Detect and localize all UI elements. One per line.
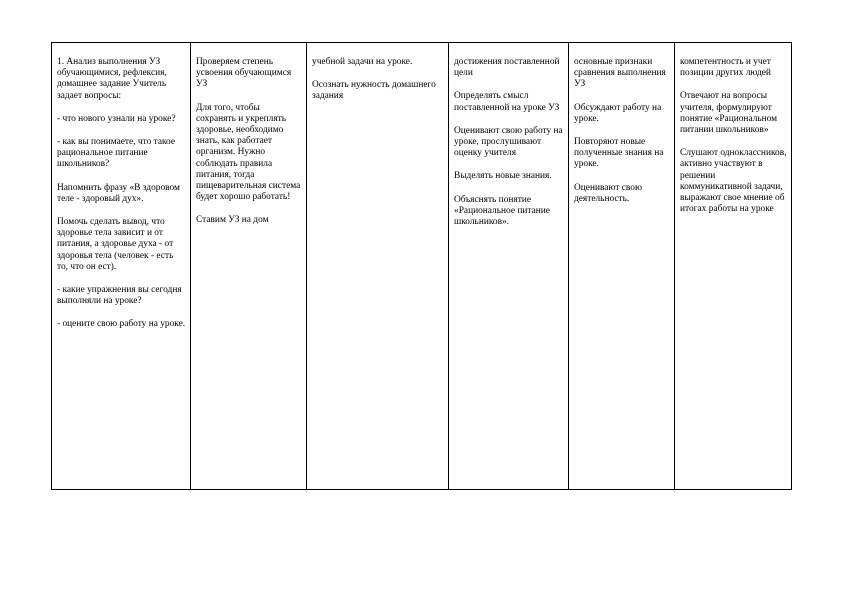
cell-paragraph: Слушают одноклассников, активно участвуют в решении коммуникативной задачи, выражают свое мнение об итогах работы на уроке [680, 148, 787, 215]
cell-paragraph: Напомнить фразу «В здоровом теле - здоровый дух». [57, 182, 180, 204]
lesson-plan-table [51, 42, 792, 490]
cell-paragraph: основные признаки сравнения выполнения УЗ [574, 57, 666, 90]
cell-teacher-activity [52, 43, 191, 490]
cell-paragraph: - как вы понимаете, что такое рациональное питание школьников? [57, 137, 176, 170]
cell-student-activity [569, 43, 675, 490]
cell-paragraph: Проверяем степень усвоения обучающимся УЗ [196, 57, 292, 90]
cell-paragraph: Определять смысл поставленной на уроке УЗ [454, 91, 560, 113]
cell-paragraph: - что нового узнали на уроке? [57, 113, 176, 124]
table-row [52, 43, 792, 490]
cell-paragraph: Ставим УЗ на дом [196, 215, 269, 226]
cell-paragraph: Оценивают свою деятельность. [574, 182, 642, 204]
cell-paragraph: Объяснять понятие «Рациональное питание школьников». [454, 194, 550, 228]
cell-paragraph: Осознать нужность домашнего задания [312, 80, 436, 102]
cell-cognitive-uud [449, 43, 569, 490]
cell-paragraph: Выделять новые знания. [454, 171, 552, 182]
cell-paragraph: - какие упражнения вы сегодня выполняли на уроке? [57, 285, 182, 307]
cell-paragraph: учебной задачи на уроке. [312, 57, 413, 67]
cell-paragraph: 1. Анализ выполнения УЗ обучающимися, рефлексия, домашнее задание Учитель задает вопросы: [57, 57, 167, 101]
cell-paragraph: Помочь сделать вывод, что здоровье тела зависит и от питания, а здоровье духа - от здоровья тела (человек - есть то, что он ест). [57, 217, 174, 272]
cell-paragraph: Повторяют новые полученные знания на уроке. [574, 137, 664, 170]
cell-paragraph: Для того, чтобы сохранять и укреплять здоровье, необходимо знать, как работает организм. Нужно соблюдать правила питания, тогда пищеварительная система будет хорошо работать! [196, 102, 301, 203]
cell-regulatory-uud [307, 43, 449, 490]
cell-paragraph: Отвечают на вопросы учителя, формулируют понятие «Рациональном питании школьников» [680, 91, 778, 136]
cell-communicative-uud [675, 43, 792, 490]
cell-paragraph: - оцените свою работу на уроке. [57, 319, 186, 330]
cell-task-content [191, 43, 307, 490]
cell-paragraph: достижения поставленной цели [454, 57, 560, 79]
cell-paragraph: Обсуждают работу на уроке. [574, 102, 662, 124]
cell-paragraph: компетентность и учет позиции других людей [680, 57, 771, 79]
cell-paragraph: Оценивают свою работу на уроке, прослушивают оценку учителя [454, 125, 563, 159]
